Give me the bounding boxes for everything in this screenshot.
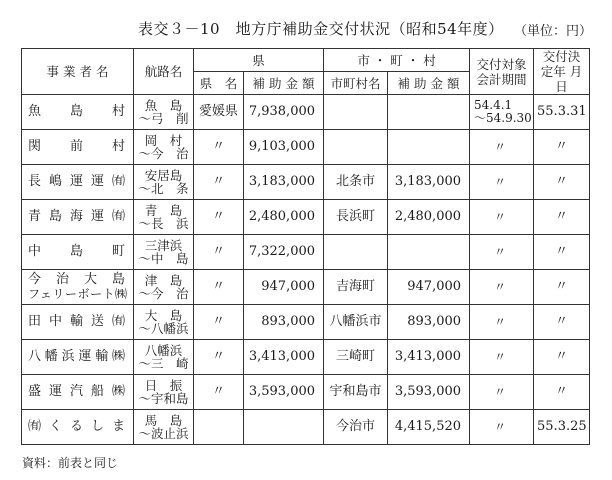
operator-sub: フェリーボート㈱ [28, 287, 127, 301]
header-pref-amount: 補 助 金 額 [244, 72, 324, 95]
pref-amount-cell: 3,183,000 [244, 165, 324, 200]
operator-cell [22, 235, 134, 270]
muni-name-cell: 長浜町 [324, 200, 388, 235]
route-cell [134, 375, 194, 410]
pref-amount-cell: 893,000 [244, 305, 324, 340]
period-start: 〃 [494, 139, 507, 154]
header-muni-name: 市町村名 [324, 72, 388, 95]
muni-amount-cell: 947,000 [388, 270, 470, 305]
unit-label: （単位：円） [514, 24, 593, 39]
operator-name: 八幡浜運輸㈱ [28, 349, 127, 364]
table-row [22, 305, 590, 340]
operator-cell [22, 375, 134, 410]
route-to: ～弓 削 [138, 111, 189, 126]
header-muni: 市 ・ 町 ・ 村 [324, 49, 470, 72]
route-cell [134, 95, 194, 130]
operator-cell [22, 95, 134, 130]
muni-name-cell: 三崎町 [324, 340, 388, 375]
muni-name-cell [324, 235, 388, 270]
pref-amount-cell: 2,480,000 [244, 200, 324, 235]
pref-amount-cell: 7,322,000 [244, 235, 324, 270]
muni-name-cell: 宇和島市 [324, 375, 388, 410]
muni-amount-cell: 3,413,000 [388, 340, 470, 375]
route-to: ～八幡浜 [138, 321, 189, 336]
operator-cell [22, 270, 134, 305]
muni-amount-cell [388, 235, 470, 270]
decision-cell: 〃 [534, 235, 590, 270]
header-pref-name: 県 名 [194, 72, 244, 95]
period-start: 〃 [494, 419, 507, 434]
route-to: ～中 島 [138, 251, 189, 266]
period-start: 〃 [494, 314, 507, 329]
table-body [22, 95, 590, 445]
muni-amount-cell [388, 130, 470, 165]
period-cell [470, 130, 534, 165]
period-cell [470, 165, 534, 200]
decision-cell: 〃 [534, 375, 590, 410]
operator-name: 中島町 [28, 244, 127, 259]
route-cell [134, 130, 194, 165]
decision-cell: 55.3.25 [534, 410, 590, 445]
route-cell [134, 200, 194, 235]
pref-amount-cell: 3,413,000 [244, 340, 324, 375]
route-cell [134, 270, 194, 305]
operator-name: 田中輸送㈲ [28, 314, 127, 329]
muni-amount-cell: 3,593,000 [388, 375, 470, 410]
period-cell [470, 270, 534, 305]
operator-cell [22, 165, 134, 200]
operator-name: 青島海運㈲ [28, 209, 127, 224]
decision-cell: 55.3.31 [534, 95, 590, 130]
period-start: 〃 [494, 174, 507, 189]
route-to: ～波止浜 [138, 426, 189, 441]
period-start: 54.4.1 [474, 98, 513, 112]
route-from: 日 振 [144, 378, 183, 393]
muni-name-cell: 北条市 [324, 165, 388, 200]
pref-name-cell: 〃 [194, 200, 244, 235]
route-to: ～宇和島 [138, 391, 189, 406]
muni-amount-cell: 2,480,000 [388, 200, 470, 235]
route-from: 大 島 [144, 308, 183, 323]
pref-amount-cell: 947,000 [244, 270, 324, 305]
decision-cell: 〃 [534, 130, 590, 165]
period-cell [470, 340, 534, 375]
route-cell [134, 235, 194, 270]
decision-cell: 〃 [534, 165, 590, 200]
pref-name-cell: 〃 [194, 235, 244, 270]
pref-name-cell [194, 410, 244, 445]
period-cell [470, 410, 534, 445]
route-from: 魚 島 [144, 98, 183, 113]
period-cell [470, 200, 534, 235]
period-end: ～54.9.30 [474, 111, 532, 125]
operator-cell [22, 305, 134, 340]
pref-amount-cell: 7,938,000 [244, 95, 324, 130]
route-to: ～今 治 [138, 146, 189, 161]
period-cell [470, 375, 534, 410]
table-row [22, 375, 590, 410]
table-row [22, 270, 590, 305]
muni-amount-cell: 4,415,520 [388, 410, 470, 445]
route-to: ～北 条 [138, 181, 189, 196]
decision-cell: 〃 [534, 270, 590, 305]
route-cell [134, 410, 194, 445]
period-start: 〃 [494, 209, 507, 224]
table-title: 表交３－10 地方庁補助金交付状況（昭和54年度） [138, 20, 504, 38]
pref-name-cell: 〃 [194, 130, 244, 165]
muni-amount-cell [388, 95, 470, 130]
route-to: ～三 崎 [138, 356, 189, 371]
route-from: 津 島 [144, 273, 183, 288]
route-from: 青 島 [144, 203, 183, 218]
header-route: 航路名 [134, 49, 194, 95]
route-from: 岡 村 [144, 133, 183, 148]
pref-amount-cell: 3,593,000 [244, 375, 324, 410]
pref-name-cell: 〃 [194, 165, 244, 200]
header-period: 交付対象会計期間 [470, 49, 534, 95]
operator-cell [22, 340, 134, 375]
operator-cell [22, 410, 134, 445]
muni-name-cell [324, 130, 388, 165]
header-muni-amount: 補 助 金 額 [388, 72, 470, 95]
table-row [22, 200, 590, 235]
muni-name-cell: 八幡浜市 [324, 305, 388, 340]
route-to: ～長 浜 [138, 216, 189, 231]
table-row [22, 95, 590, 130]
period-cell [470, 235, 534, 270]
route-cell [134, 165, 194, 200]
operator-cell [22, 130, 134, 165]
muni-amount-cell: 3,183,000 [388, 165, 470, 200]
header-operator: 事 業 者 名 [22, 49, 134, 95]
muni-name-cell: 今治市 [324, 410, 388, 445]
table-row [22, 410, 590, 445]
pref-name-cell: 〃 [194, 270, 244, 305]
table-row [22, 340, 590, 375]
table-row [22, 235, 590, 270]
operator-name: 関前村 [28, 139, 127, 154]
route-from: 馬 島 [144, 413, 183, 428]
muni-name-cell: 吉海町 [324, 270, 388, 305]
pref-amount-cell [244, 410, 324, 445]
muni-name-cell [324, 95, 388, 130]
header-decision: 交付決定年 月 日 [534, 49, 590, 95]
route-from: 八幡浜 [144, 343, 183, 358]
pref-name-cell: 愛媛県 [194, 95, 244, 130]
operator-name: 魚島村 [28, 104, 127, 119]
period-cell [470, 305, 534, 340]
period-start: 〃 [494, 349, 507, 364]
period-cell [470, 95, 534, 130]
subsidy-table [21, 48, 590, 445]
operator-name: ㈲くるしま [28, 419, 127, 434]
operator-name: 今治大島 [28, 272, 127, 287]
route-cell [134, 305, 194, 340]
decision-cell: 〃 [534, 340, 590, 375]
decision-cell: 〃 [534, 200, 590, 235]
pref-name-cell: 〃 [194, 305, 244, 340]
period-start: 〃 [494, 244, 507, 259]
operator-name: 盛運汽船㈱ [28, 384, 127, 399]
route-to: ～今 治 [138, 286, 189, 301]
route-from: 安居島 [144, 168, 183, 183]
period-start: 〃 [494, 384, 507, 399]
header-pref: 県 [194, 49, 324, 72]
pref-name-cell: 〃 [194, 375, 244, 410]
table-row [22, 130, 590, 165]
pref-name-cell: 〃 [194, 340, 244, 375]
route-from: 三津浜 [144, 238, 183, 253]
period-start: 〃 [494, 279, 507, 294]
route-cell [134, 340, 194, 375]
source-note: 資料：前表と同じ [22, 456, 119, 470]
operator-name: 長嶋運運㈲ [28, 174, 127, 189]
muni-amount-cell: 893,000 [388, 305, 470, 340]
decision-cell: 〃 [534, 305, 590, 340]
operator-cell [22, 200, 134, 235]
pref-amount-cell: 9,103,000 [244, 130, 324, 165]
table-row [22, 165, 590, 200]
